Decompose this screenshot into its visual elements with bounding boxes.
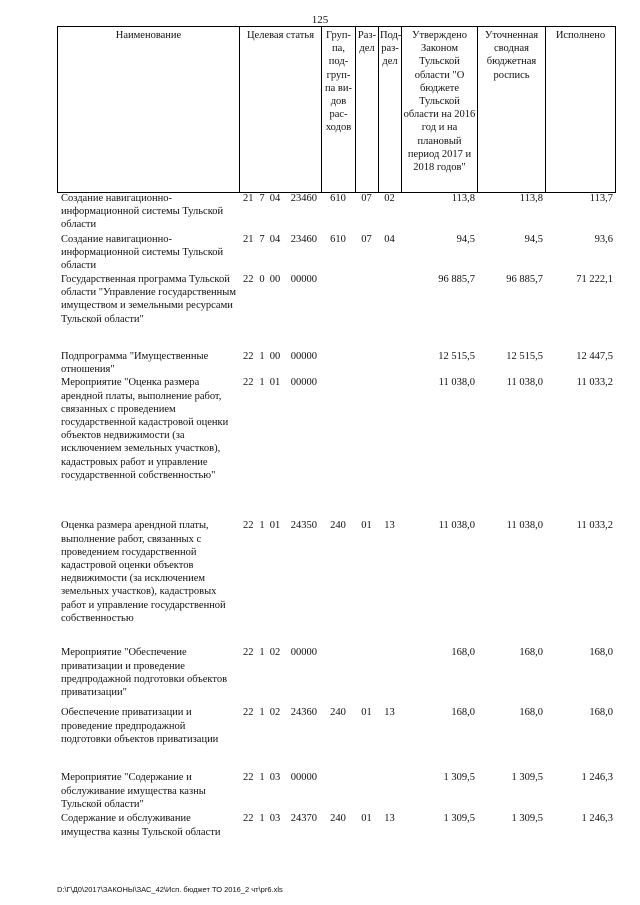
row-refined: 1 309,5 <box>511 813 543 825</box>
code-measure: 03 <box>269 813 281 825</box>
code-measure: 03 <box>269 772 281 784</box>
row-executed: 71 222,1 <box>576 274 613 285</box>
code-program: 22 <box>243 351 254 362</box>
row-executed: 11 033,2 <box>576 377 613 389</box>
row-subsection <box>378 646 401 706</box>
code-direction: 00000 <box>290 351 317 362</box>
row-name: Подпрограмма "Имущественные отношения" <box>61 351 209 376</box>
row-approved: 96 885,7 <box>438 274 475 285</box>
table-row <box>57 812 615 842</box>
table-header <box>57 26 616 193</box>
row-subsection <box>378 350 401 376</box>
row-subsection: 13 <box>384 707 395 719</box>
table-row <box>57 350 615 376</box>
row-group <box>321 771 355 812</box>
code-direction: 00000 <box>290 647 317 659</box>
code-direction: 23460 <box>290 234 317 245</box>
row-group: 610 <box>330 193 346 204</box>
code-direction: 23460 <box>290 193 317 204</box>
header-section: Раз-дел <box>356 27 379 193</box>
row-name: Создание навигационно-информационной системы Тульской области <box>61 234 224 272</box>
table-row <box>57 519 615 646</box>
code-type: 0 <box>259 274 265 285</box>
code-measure: 04 <box>269 193 281 204</box>
row-group <box>321 646 355 706</box>
code-type: 1 <box>259 647 265 659</box>
table-row <box>57 646 615 706</box>
code-program: 22 <box>243 520 254 532</box>
row-name: Государственная программа Тульской области "Управление государственным имуществом и земельными ресурсами Тульской области" <box>61 274 236 325</box>
row-section <box>355 646 378 706</box>
code-type: 1 <box>259 772 265 784</box>
row-group <box>321 350 355 376</box>
header-name: Наименование <box>58 27 240 193</box>
code-measure: 04 <box>269 234 281 245</box>
row-section <box>355 771 378 812</box>
row-name: Обеспечение приватизации и проведение предпродажной подготовки объектов приватизации <box>61 707 219 745</box>
row-target-code <box>239 273 321 350</box>
code-measure: 01 <box>269 377 281 389</box>
row-target-code <box>239 192 321 233</box>
row-approved: 168,0 <box>451 707 475 719</box>
code-program: 21 <box>243 193 254 204</box>
budget-table <box>57 192 615 842</box>
row-approved: 94,5 <box>456 234 475 245</box>
code-type: 1 <box>259 813 265 825</box>
row-executed: 12 447,5 <box>576 351 613 362</box>
row-group <box>321 376 355 519</box>
row-refined: 168,0 <box>519 707 543 719</box>
code-type: 1 <box>259 707 265 719</box>
row-target-code <box>239 350 321 376</box>
header-subsection: Под-раз-дел <box>379 27 402 193</box>
row-target-code <box>239 646 321 706</box>
row-subsection <box>378 771 401 812</box>
row-executed: 168,0 <box>589 647 613 659</box>
row-target-code <box>239 519 321 646</box>
code-direction: 00000 <box>290 274 317 285</box>
row-section <box>355 350 378 376</box>
row-subsection <box>378 273 401 350</box>
code-measure: 01 <box>269 520 281 532</box>
row-section: 01 <box>361 520 372 532</box>
row-target-code <box>239 771 321 812</box>
row-name: Мероприятие "Обеспечение приватизации и проведение предпродажной подготовки объектов приватизации" <box>61 647 228 699</box>
page-number: 125 <box>311 14 329 26</box>
row-approved: 12 515,5 <box>438 351 475 362</box>
row-subsection: 13 <box>384 520 395 532</box>
row-group: 240 <box>330 813 346 825</box>
header-refined: Уточненная сводная бюджетная роспись <box>478 27 546 193</box>
code-program: 22 <box>243 707 254 719</box>
code-type: 1 <box>259 351 265 362</box>
row-refined: 96 885,7 <box>506 274 543 285</box>
row-approved: 11 038,0 <box>438 377 475 389</box>
table-row <box>57 192 615 233</box>
row-section: 07 <box>361 234 372 245</box>
row-section: 07 <box>361 193 372 204</box>
header-executed: Исполнено <box>546 27 616 193</box>
table-row <box>57 771 615 812</box>
code-direction: 00000 <box>290 377 317 389</box>
header-target: Целевая статья <box>240 27 322 193</box>
row-refined: 11 038,0 <box>506 377 543 389</box>
row-section <box>355 273 378 350</box>
row-executed: 93,6 <box>594 234 613 245</box>
row-subsection: 02 <box>384 193 395 204</box>
row-approved: 168,0 <box>451 647 475 659</box>
code-type: 7 <box>259 193 265 204</box>
row-name: Мероприятие "Содержание и обслуживание имущества казны Тульской области" <box>61 772 206 810</box>
code-program: 21 <box>243 234 254 245</box>
row-executed: 11 033,2 <box>576 520 613 532</box>
table-row <box>57 273 615 350</box>
code-program: 22 <box>243 274 254 285</box>
code-direction: 24360 <box>290 707 317 719</box>
row-refined: 113,8 <box>519 193 543 204</box>
row-executed: 1 246,3 <box>581 772 613 784</box>
row-name: Создание навигационно-информационной системы Тульской области <box>61 193 224 231</box>
code-program: 22 <box>243 813 254 825</box>
row-section <box>355 376 378 519</box>
code-measure: 02 <box>269 647 281 659</box>
header-approved: Утверждено Законом Тульской области "О бюджете Тульской области на 2016 год и на плановый период 2017 и 2018 годов" <box>402 27 478 193</box>
code-type: 7 <box>259 234 265 245</box>
row-target-code <box>239 233 321 273</box>
code-program: 22 <box>243 377 254 389</box>
file-path-footer: D:\Г\Д0\2017\ЗАКОНЫ\ЗАС_42\Исп. бюджет ТО 2016_2 чт\pr6.xls <box>57 885 283 894</box>
table-row <box>57 233 615 273</box>
row-refined: 11 038,0 <box>506 520 543 532</box>
row-target-code <box>239 376 321 519</box>
header-group: Груп-па, под-груп-па ви-дов рас-ходов <box>322 27 356 193</box>
row-subsection: 04 <box>384 234 395 245</box>
row-group: 240 <box>330 707 346 719</box>
code-type: 1 <box>259 520 265 532</box>
row-section: 01 <box>361 813 372 825</box>
row-approved: 1 309,5 <box>443 772 475 784</box>
row-target-code <box>239 706 321 771</box>
row-subsection: 13 <box>384 813 395 825</box>
table-row <box>57 376 615 519</box>
code-type: 1 <box>259 377 265 389</box>
code-direction: 24350 <box>290 520 317 532</box>
row-approved: 1 309,5 <box>443 813 475 825</box>
table-row <box>57 706 615 771</box>
row-group: 240 <box>330 520 346 532</box>
code-direction: 00000 <box>290 772 317 784</box>
code-measure: 00 <box>269 351 281 362</box>
row-name: Оценка размера арендной платы, выполнение работ, связанных с проведением государственной кадастровой оценки объектов недвижимости (за исключением земельных участков), кадастровых работ и управление государственной собственностью <box>61 520 226 624</box>
row-refined: 94,5 <box>524 234 543 245</box>
row-name: Мероприятие "Оценка размера арендной платы, выполнение работ, связанных с проведением государственной кадастровой оценки объектов недвижимости (за исключением земельных участков), кадастровых работ и управление государственной собственностью" <box>61 377 229 481</box>
row-name: Содержание и обслуживание имущества казны Тульской области <box>61 813 221 838</box>
code-program: 22 <box>243 772 254 784</box>
row-refined: 168,0 <box>519 647 543 659</box>
code-measure: 02 <box>269 707 281 719</box>
row-target-code <box>239 812 321 842</box>
row-subsection <box>378 376 401 519</box>
row-refined: 12 515,5 <box>506 351 543 362</box>
code-measure: 00 <box>269 274 281 285</box>
code-direction: 24370 <box>290 813 317 825</box>
row-group <box>321 273 355 350</box>
row-refined: 1 309,5 <box>511 772 543 784</box>
code-program: 22 <box>243 647 254 659</box>
row-executed: 168,0 <box>589 707 613 719</box>
row-executed: 1 246,3 <box>581 813 613 825</box>
row-approved: 113,8 <box>451 193 475 204</box>
row-section: 01 <box>361 707 372 719</box>
row-approved: 11 038,0 <box>438 520 475 532</box>
row-group: 610 <box>330 234 346 245</box>
row-executed: 113,7 <box>589 193 613 204</box>
